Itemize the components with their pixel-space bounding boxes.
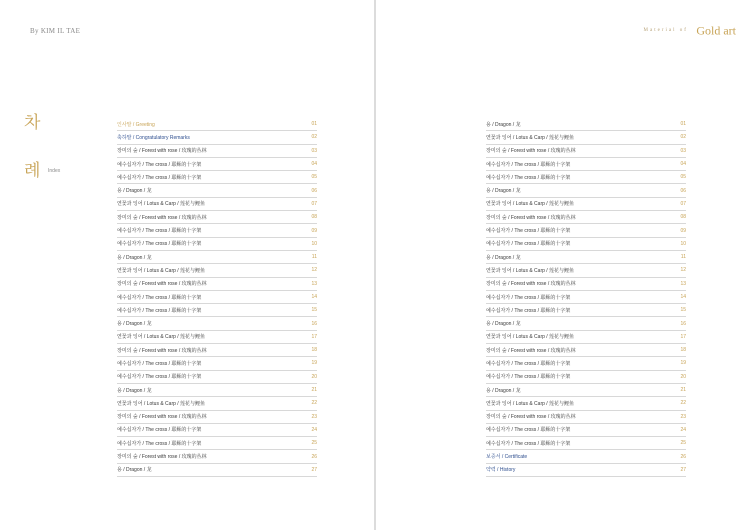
toc-entry-page-number: 27: [311, 466, 317, 473]
toc-entry-title: 용 / Dragon / 龙: [486, 254, 521, 261]
toc-entry[interactable]: [117, 357, 317, 370]
toc-entry[interactable]: [486, 198, 686, 211]
brand-subtitle: Material of: [643, 28, 688, 34]
toc-entry-page-number: 25: [680, 440, 686, 447]
toc-entry[interactable]: [117, 291, 317, 304]
toc-entry-title: 연꽃과 잉어 / Lotus & Carp / 莲花与鲤鱼: [486, 134, 575, 141]
toc-entry[interactable]: [117, 238, 317, 251]
toc-entry-page-number: 15: [680, 307, 686, 314]
toc-entry-title: 연꽃과 잉어 / Lotus & Carp / 莲花与鲤鱼: [486, 201, 575, 208]
toc-entry-title: 연꽃과 잉어 / Lotus & Carp / 莲花与鲤鱼: [486, 267, 575, 274]
toc-entry-title: 장미의 숲 / Forest with rose / 玫瑰的丛林: [117, 454, 207, 461]
toc-entry[interactable]: [486, 317, 686, 330]
toc-entry-page-number: 09: [680, 227, 686, 234]
toc-entry[interactable]: [486, 184, 686, 197]
toc-entry-title: 장미의 숲 / Forest with rose / 玫瑰的丛林: [117, 214, 207, 221]
toc-entry[interactable]: [486, 344, 686, 357]
toc-entry[interactable]: [117, 464, 317, 477]
toc-entry-page-number: 16: [680, 320, 686, 327]
toc-entry-page-number: 02: [680, 134, 686, 141]
toc-entry-title: 장미의 숲 / Forest with rose / 玫瑰的丛林: [117, 281, 207, 288]
right-page: [376, 0, 750, 530]
toc-entry[interactable]: [117, 184, 317, 197]
toc-entry-page-number: 15: [311, 307, 317, 314]
toc-entry-page-number: 12: [680, 267, 686, 274]
toc-entry-page-number: 13: [680, 280, 686, 287]
toc-entry-page-number: 22: [680, 400, 686, 407]
toc-entry-page-number: 11: [311, 254, 317, 261]
toc-entry-page-number: 23: [311, 413, 317, 420]
toc-entry[interactable]: [117, 384, 317, 397]
toc-entry-title: 용 / Dragon / 龙: [486, 321, 521, 328]
toc-entry-title: 인사말 / Greeting: [117, 121, 155, 128]
toc-entry-page-number: 10: [311, 240, 317, 247]
toc-list-left: [117, 118, 317, 477]
toc-entry[interactable]: [486, 357, 686, 370]
toc-entry-page-number: 11: [680, 254, 686, 261]
author-name: By KIM IL TAE: [30, 27, 81, 35]
toc-entry-title: 연꽃과 잉어 / Lotus & Carp / 莲花与鲤鱼: [117, 334, 206, 341]
toc-entry-page-number: 06: [680, 187, 686, 194]
toc-entry[interactable]: [486, 131, 686, 144]
toc-entry-title: 장미의 숲 / Forest with rose / 玫瑰的丛林: [486, 347, 576, 354]
toc-entry-title: 예수십자가 / The cross / 耶稣的十字架: [117, 374, 202, 381]
toc-entry-title: 예수십자가 / The cross / 耶稣的十字架: [486, 174, 571, 181]
toc-entry-page-number: 23: [680, 413, 686, 420]
toc-entry-title: 용 / Dragon / 龙: [117, 467, 152, 474]
brand-title: [644, 22, 736, 40]
toc-entry-page-number: 20: [311, 373, 317, 380]
toc-entry-title: 용 / Dragon / 龙: [486, 188, 521, 195]
toc-entry-page-number: 03: [680, 147, 686, 154]
toc-entry-title: 예수십자가 / The cross / 耶稣的十字架: [486, 161, 571, 168]
toc-entry-title: 예수십자가 / The cross / 耶稣的十字架: [486, 228, 571, 235]
toc-entry[interactable]: [486, 251, 686, 264]
toc-entry-title: 약력 / History: [486, 467, 516, 474]
toc-entry-title: 용 / Dragon / 龙: [117, 188, 152, 195]
toc-entry-page-number: 01: [680, 121, 686, 128]
toc-entry-title: 장미의 숲 / Forest with rose / 玫瑰的丛林: [486, 414, 576, 421]
toc-entry[interactable]: [486, 264, 686, 277]
toc-entry[interactable]: [117, 198, 317, 211]
left-page: [0, 0, 374, 530]
toc-entry[interactable]: [117, 118, 317, 131]
toc-entry[interactable]: [117, 397, 317, 410]
toc-entry-page-number: 26: [680, 453, 686, 460]
toc-entry-page-number: 21: [680, 387, 686, 394]
toc-entry[interactable]: [117, 411, 317, 424]
toc-entry[interactable]: [486, 211, 686, 224]
toc-entry-title: 예수십자가 / The cross / 耶稣的十字架: [117, 360, 202, 367]
toc-entry[interactable]: [117, 424, 317, 437]
toc-entry-page-number: 05: [311, 174, 317, 181]
toc-entry-title: 연꽃과 잉어 / Lotus & Carp / 莲花与鲤鱼: [117, 400, 206, 407]
toc-entry-page-number: 24: [311, 426, 317, 433]
toc-entry-title: 예수십자가 / The cross / 耶稣的十字架: [117, 440, 202, 447]
toc-entry-page-number: 05: [680, 174, 686, 181]
toc-entry-page-number: 07: [311, 200, 317, 207]
toc-entry-page-number: 20: [680, 373, 686, 380]
toc-entry-title: 장미의 숲 / Forest with rose / 玫瑰的丛林: [117, 148, 207, 155]
toc-entry-title: 예수십자가 / The cross / 耶稣的十字架: [486, 294, 571, 301]
brand-main-title: Gold art: [696, 23, 736, 38]
toc-entry[interactable]: [486, 158, 686, 171]
index-heading-char-2: 례: [24, 161, 41, 181]
toc-entry[interactable]: [486, 384, 686, 397]
toc-entry-title: 용 / Dragon / 龙: [117, 254, 152, 261]
toc-entry[interactable]: [117, 304, 317, 317]
toc-entry[interactable]: [486, 145, 686, 158]
toc-entry-page-number: 19: [680, 360, 686, 367]
toc-entry[interactable]: [117, 158, 317, 171]
toc-entry-title: 예수십자가 / The cross / 耶稣的十字架: [486, 374, 571, 381]
toc-entry-title: 예수십자가 / The cross / 耶稣的十字架: [486, 427, 571, 434]
toc-entry-title: 용 / Dragon / 龙: [117, 321, 152, 328]
toc-entry[interactable]: [486, 424, 686, 437]
toc-entry[interactable]: [486, 291, 686, 304]
toc-entry[interactable]: [486, 224, 686, 237]
toc-entry-title: 연꽃과 잉어 / Lotus & Carp / 莲花与鲤鱼: [486, 334, 575, 341]
toc-entry-title: 용 / Dragon / 龙: [486, 387, 521, 394]
toc-entry[interactable]: [486, 464, 686, 477]
toc-entry-page-number: 06: [311, 187, 317, 194]
toc-entry-page-number: 19: [311, 360, 317, 367]
toc-entry-page-number: 08: [311, 214, 317, 221]
toc-entry-title: 예수십자가 / The cross / 耶稣的十字架: [117, 161, 202, 168]
toc-entry[interactable]: [117, 145, 317, 158]
toc-entry-title: 예수십자가 / The cross / 耶稣的十字架: [486, 241, 571, 248]
toc-entry-title: 예수십자가 / The cross / 耶稣的十字架: [486, 440, 571, 447]
toc-entry-page-number: 16: [311, 320, 317, 327]
toc-entry[interactable]: [117, 224, 317, 237]
toc-entry[interactable]: [486, 450, 686, 463]
toc-entry[interactable]: [486, 238, 686, 251]
toc-entry-page-number: 14: [311, 294, 317, 300]
toc-entry-page-number: 12: [311, 267, 317, 274]
toc-entry-title: 예수십자가 / The cross / 耶稣的十字架: [117, 427, 202, 434]
toc-entry[interactable]: [486, 411, 686, 424]
toc-entry-page-number: 22: [311, 400, 317, 407]
toc-entry-title: 용 / Dragon / 龙: [117, 387, 152, 394]
toc-entry[interactable]: [486, 397, 686, 410]
toc-entry-page-number: 24: [680, 426, 686, 433]
toc-entry[interactable]: [117, 251, 317, 264]
toc-entry-title: 예수십자가 / The cross / 耶稣的十字架: [117, 294, 202, 301]
toc-entry-page-number: 09: [311, 227, 317, 234]
toc-entry-page-number: 13: [311, 280, 317, 287]
toc-entry-title: 장미의 숲 / Forest with rose / 玫瑰的丛林: [117, 347, 207, 354]
index-heading-char-1: 차: [24, 113, 41, 133]
toc-entry[interactable]: [486, 437, 686, 450]
toc-entry-title: 예수십자가 / The cross / 耶稣的十字架: [117, 307, 202, 314]
toc-entry[interactable]: [486, 118, 686, 131]
toc-entry[interactable]: [117, 450, 317, 463]
toc-entry[interactable]: [117, 437, 317, 450]
toc-entry-page-number: 02: [311, 134, 317, 141]
toc-entry[interactable]: [117, 278, 317, 291]
toc-entry-title: 연꽃과 잉어 / Lotus & Carp / 莲花与鲤鱼: [486, 400, 575, 407]
toc-entry[interactable]: [486, 171, 686, 184]
toc-list-right: [486, 118, 686, 477]
toc-entry-title: 장미의 숲 / Forest with rose / 玫瑰的丛林: [486, 214, 576, 221]
toc-entry-page-number: 18: [680, 347, 686, 354]
toc-entry-page-number: 18: [311, 347, 317, 354]
toc-entry-title: 장미의 숲 / Forest with rose / 玫瑰的丛林: [486, 148, 576, 155]
toc-entry-title: 축하말 / Congratulatory Remarks: [117, 134, 190, 141]
toc-entry-page-number: 21: [311, 387, 317, 394]
toc-entry-title: 예수십자가 / The cross / 耶稣的十字架: [486, 307, 571, 314]
toc-entry-title: 연꽃과 잉어 / Lotus & Carp / 莲花与鲤鱼: [117, 267, 206, 274]
toc-entry[interactable]: [117, 317, 317, 330]
toc-entry-page-number: 17: [680, 333, 686, 340]
toc-entry[interactable]: [117, 131, 317, 144]
toc-entry-title: 장미의 숲 / Forest with rose / 玫瑰的丛林: [486, 281, 576, 288]
toc-entry[interactable]: [117, 264, 317, 277]
toc-entry-title: 보증서 / Certificate: [486, 454, 528, 461]
toc-entry-page-number: 04: [680, 161, 686, 168]
toc-entry-title: 장미의 숲 / Forest with rose / 玫瑰的丛林: [117, 414, 207, 421]
toc-entry[interactable]: [486, 304, 686, 317]
toc-entry[interactable]: [486, 371, 686, 384]
toc-entry-page-number: 07: [680, 200, 686, 207]
toc-entry-page-number: 27: [680, 466, 686, 473]
toc-entry-title: 예수십자가 / The cross / 耶稣的十字架: [486, 360, 571, 367]
toc-entry-page-number: 10: [680, 240, 686, 247]
toc-entry-title: 예수십자가 / The cross / 耶稣的十字架: [117, 228, 202, 235]
toc-entry-page-number: 25: [311, 440, 317, 447]
toc-entry-title: 연꽃과 잉어 / Lotus & Carp / 莲花与鲤鱼: [117, 201, 206, 208]
toc-entry[interactable]: [117, 211, 317, 224]
toc-entry[interactable]: [486, 331, 686, 344]
toc-entry-title: 용 / Dragon / 龙: [486, 121, 521, 128]
toc-entry[interactable]: [117, 371, 317, 384]
toc-entry-page-number: 17: [311, 333, 317, 340]
toc-entry[interactable]: [117, 344, 317, 357]
toc-entry-page-number: 04: [311, 161, 317, 168]
toc-entry-title: 예수십자가 / The cross / 耶稣的十字架: [117, 241, 202, 248]
toc-entry-page-number: 14: [680, 294, 686, 300]
toc-entry-page-number: 01: [311, 121, 317, 128]
toc-entry[interactable]: [117, 171, 317, 184]
toc-entry-page-number: 08: [680, 214, 686, 221]
toc-entry-page-number: 26: [311, 453, 317, 460]
toc-entry-page-number: 03: [311, 147, 317, 154]
toc-entry[interactable]: [117, 331, 317, 344]
toc-entry[interactable]: [486, 278, 686, 291]
index-heading-label: Index: [48, 168, 61, 174]
toc-entry-title: 예수십자가 / The cross / 耶稣的十字架: [117, 174, 202, 181]
